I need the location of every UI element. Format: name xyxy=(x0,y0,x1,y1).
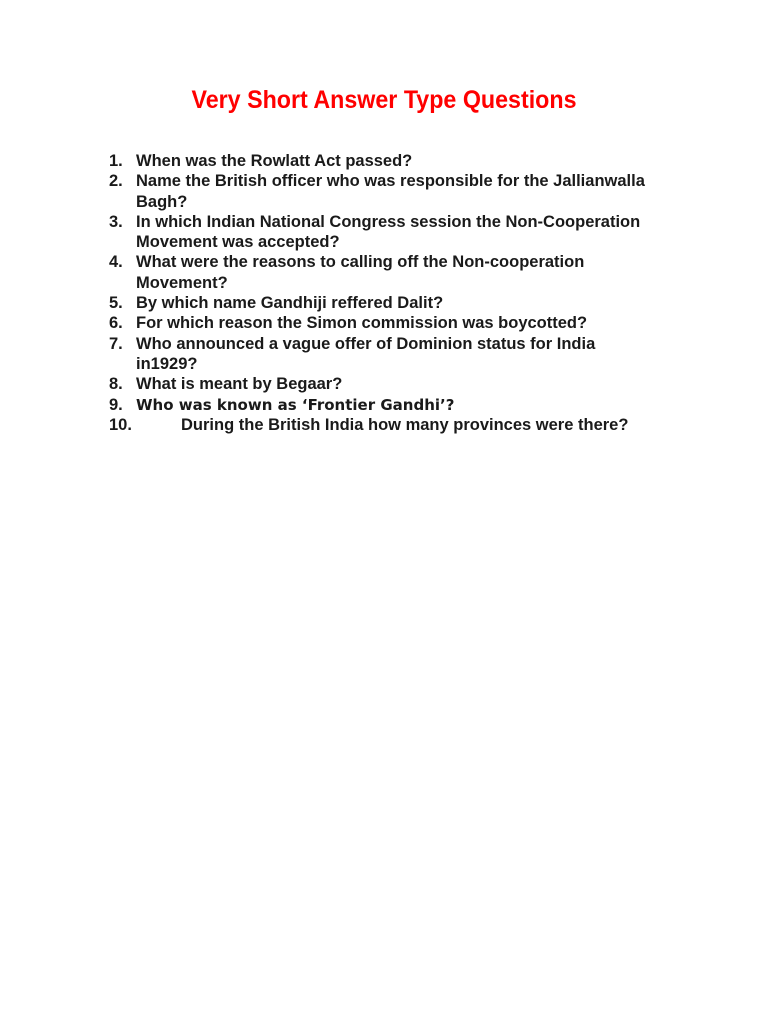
question-number: 9. xyxy=(109,395,123,414)
question-item-1 xyxy=(109,151,649,171)
question-number: 7. xyxy=(109,334,123,353)
question-text: Who announced a vague offer of Dominion status for India in1929? xyxy=(136,334,596,373)
question-item-2 xyxy=(109,171,649,212)
question-number: 10. xyxy=(109,415,132,434)
question-number: 3. xyxy=(109,212,123,231)
question-text: Name the British officer who was responsible for the Jallianwalla Bagh? xyxy=(136,172,645,211)
question-text: What were the reasons to calling off the Non-cooperation Movement? xyxy=(136,253,585,292)
question-item-10 xyxy=(109,415,649,435)
question-number: 5. xyxy=(109,294,123,313)
question-text xyxy=(136,416,628,434)
question-item-4 xyxy=(109,252,649,293)
page-title: Very Short Answer Type Questions xyxy=(191,86,577,114)
question-text: For which reason the Simon commission was boycotted? xyxy=(136,314,588,333)
question-text: When was the Rowlatt Act passed? xyxy=(136,152,413,170)
question-item-9 xyxy=(109,395,649,415)
question-item-8 xyxy=(109,374,649,394)
question-text-content: During the British India how many provinces were there? xyxy=(181,415,629,434)
question-number: 2. xyxy=(109,172,123,191)
question-text: Who was known as ‘Frontier Gandhi’? xyxy=(136,395,455,414)
question-number: 6. xyxy=(109,314,123,333)
question-number: 1. xyxy=(109,152,123,170)
question-item-5 xyxy=(109,293,649,313)
question-item-7 xyxy=(109,334,649,375)
question-number: 4. xyxy=(109,253,123,272)
question-text: What is meant by Begaar? xyxy=(136,375,343,394)
question-list xyxy=(109,151,649,435)
question-text: By which name Gandhiji reffered Dalit? xyxy=(136,294,444,313)
question-number: 8. xyxy=(109,375,123,394)
question-item-6 xyxy=(109,313,649,333)
question-item-3 xyxy=(109,212,649,253)
question-text: In which Indian National Congress session the Non-Cooperation Movement was accepted? xyxy=(136,212,641,252)
